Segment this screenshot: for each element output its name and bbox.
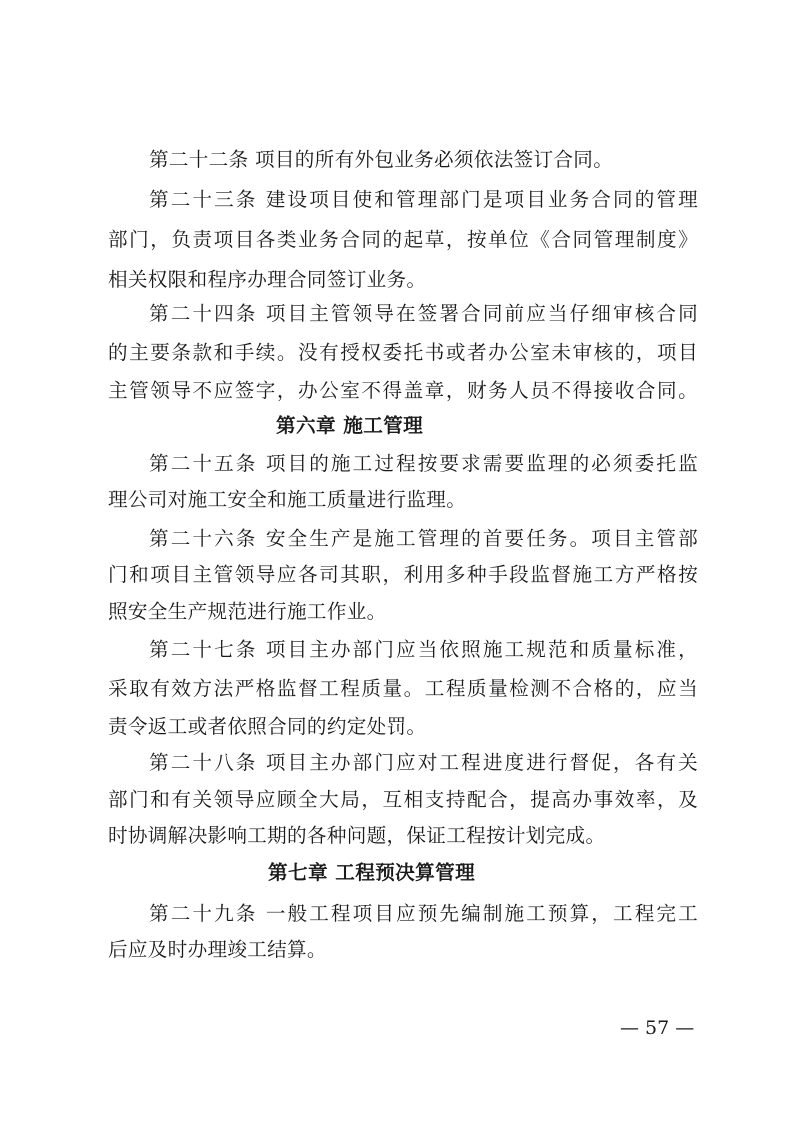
article-23-line-3: 相关权限和程序办理合同签订业务。 <box>108 268 427 291</box>
article-28-line-2: 部门和有关领导应顾全大局，互相支持配合，提高办事效率，及 <box>108 788 698 811</box>
article-27-line-2: 采取有效方法严格监督工程质量。工程质量检测不合格的，应当 <box>108 677 698 700</box>
article-24-line-1: 第二十四条 项目主管领导在签署合同前应当仔细审核合同 <box>149 302 698 325</box>
page-number: — 57 — <box>620 1017 695 1039</box>
article-26-line-1: 第二十六条 安全生产是施工管理的首要任务。项目主管部 <box>149 527 698 550</box>
article-29-line-2: 后应及时办理竣工结算。 <box>108 938 327 961</box>
article-24-line-2: 的主要条款和手续。没有授权委托书或者办公室未审核的，项目 <box>108 341 698 364</box>
article-26-line-3: 照安全生产规范进行施工作业。 <box>108 600 387 623</box>
article-23-line-1: 第二十三条 建设项目使和管理部门是项目业务合同的管理 <box>149 188 698 211</box>
article-25-line-2: 理公司对施工安全和施工质量进行监理。 <box>108 488 467 511</box>
article-28-line-3: 时协调解决影响工期的各种问题，保证工程按计划完成。 <box>108 824 606 847</box>
article-22-line-1: 第二十二条 项目的所有外包业务必须依法签订合同。 <box>149 148 614 171</box>
article-26-line-2: 门和项目主管领导应各司其职，利用多种手段监督施工方严格按 <box>108 563 698 586</box>
article-27-line-3: 责令返工或者依照合同的约定处罚。 <box>108 715 427 738</box>
article-24-line-3: 主管领导不应签字，办公室不得盖章，财务人员不得接收合同。 <box>108 379 698 402</box>
article-25-line-1: 第二十五条 项目的施工过程按要求需要监理的必须委托监 <box>149 452 698 475</box>
article-29-line-1: 第二十九条 一般工程项目应预先编制施工预算，工程完工 <box>149 902 698 925</box>
article-27-line-1: 第二十七条 项目主办部门应当依照施工规范和质量标准， <box>149 638 698 661</box>
article-23-line-2: 部门，负责项目各类业务合同的起草，按单位《合同管理制度》 <box>108 228 698 251</box>
chapter-7-heading: 第七章 工程预决算管理 <box>268 861 476 884</box>
article-28-line-1: 第二十八条 项目主办部门应对工程进度进行督促，各有关 <box>149 751 698 774</box>
chapter-6-heading: 第六章 施工管理 <box>276 414 424 437</box>
